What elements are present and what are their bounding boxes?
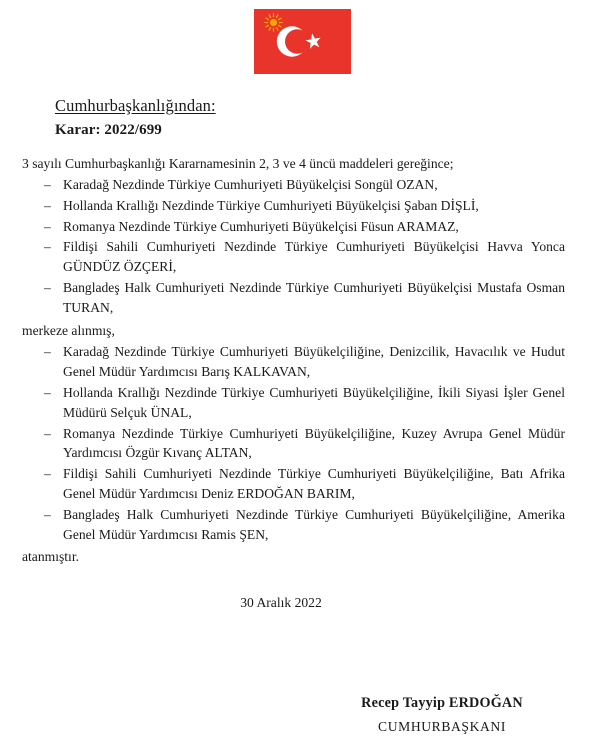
list-item — [22, 342, 565, 382]
midline-paragraph: merkeze alınmış, — [22, 322, 115, 338]
list-item — [22, 196, 565, 216]
document-header — [0, 96, 605, 139]
list-item-text: Karadağ Nezdinde Türkiye Cumhuriyeti Büyükelçisi Songül OZAN, — [63, 176, 438, 192]
dash-bullet-icon: – — [44, 466, 51, 482]
list-item — [22, 237, 565, 277]
list-item — [22, 175, 565, 195]
dash-bullet-icon: – — [44, 344, 51, 360]
dash-bullet-icon: – — [44, 218, 51, 234]
decree-date: 30 Aralık 2022 — [240, 594, 322, 610]
closing-paragraph: atanmıştır. — [22, 548, 80, 564]
list-item-text: Bangladeş Halk Cumhuriyeti Nezdinde Türkiye Cumhuriyeti Büyükelçisi Mustafa Osman TURAN, — [63, 280, 565, 315]
list-item-text: Hollanda Krallığı Nezdinde Türkiye Cumhuriyeti Büyükelçisi Şaban DİŞLİ, — [63, 197, 479, 213]
emblem-container — [0, 0, 605, 74]
list-item-text: Romanya Nezdinde Türkiye Cumhuriyeti Büyükelçisi Füsun ARAMAZ, — [63, 218, 459, 234]
dash-bullet-icon: – — [44, 425, 51, 441]
list-item — [22, 424, 565, 464]
recalled-ambassadors-list — [22, 175, 565, 318]
signature-block — [327, 695, 557, 735]
list-item-text: Hollanda Krallığı Nezdinde Türkiye Cumhuriyeti Büyükelçiliğine, İkili Siyasi İşler Genel Müdürü Selçuk ÜNAL, — [63, 384, 565, 420]
list-item-text: Bangladeş Halk Cumhuriyeti Nezdinde Türkiye Cumhuriyeti Büyükelçiliğine, Amerika Genel Müdür Yardımcısı Ramis ŞEN, — [63, 506, 565, 542]
document-body — [0, 154, 605, 611]
dash-bullet-icon: – — [44, 176, 51, 192]
dash-bullet-icon: – — [44, 384, 51, 400]
appointed-ambassadors-list — [22, 342, 565, 544]
page-title: Cumhurbaşkanlığından: — [55, 96, 216, 115]
list-item — [22, 464, 565, 504]
intro-paragraph: 3 sayılı Cumhurbaşkanlığı Kararnamesinin 2, 3 ve 4 üncü maddeleri gereğince; — [22, 155, 454, 171]
list-item — [22, 383, 565, 423]
list-item-text: Karadağ Nezdinde Türkiye Cumhuriyeti Büyükelçiliğine, Denizcilik, Havacılık ve Hudut Genel Müdür Yardımcısı Barış KALKAVAN, — [63, 344, 565, 379]
turkish-flag — [254, 9, 351, 74]
signatory-title: CUMHURBAŞKANI — [378, 719, 506, 734]
list-item — [22, 505, 565, 545]
decision-number: Karar: 2022/699 — [55, 121, 162, 138]
dash-bullet-icon: – — [44, 239, 51, 255]
dash-bullet-icon: – — [44, 506, 51, 522]
list-item-text: Romanya Nezdinde Türkiye Cumhuriyeti Büyükelçiliğine, Kuzey Avrupa Genel Müdür Yardımcısı Özgür Kıvanç ALTAN, — [63, 425, 565, 461]
list-item — [22, 278, 565, 318]
list-item — [22, 217, 565, 237]
signatory-name: Recep Tayyip ERDOĞAN — [361, 695, 523, 711]
list-item-text: Fildişi Sahili Cumhuriyeti Nezdinde Türkiye Cumhuriyeti Büyükelçisi Havva Yonca GÜNDÜZ ÖZÇERİ, — [63, 239, 565, 275]
list-item-text: Fildişi Sahili Cumhuriyeti Nezdinde Türkiye Cumhuriyeti Büyükelçiliğine, Batı Afrika Genel Müdür Yardımcısı Deniz ERDOĞAN BARIM, — [63, 466, 565, 502]
dash-bullet-icon: – — [44, 280, 51, 296]
dash-bullet-icon: – — [44, 197, 51, 213]
